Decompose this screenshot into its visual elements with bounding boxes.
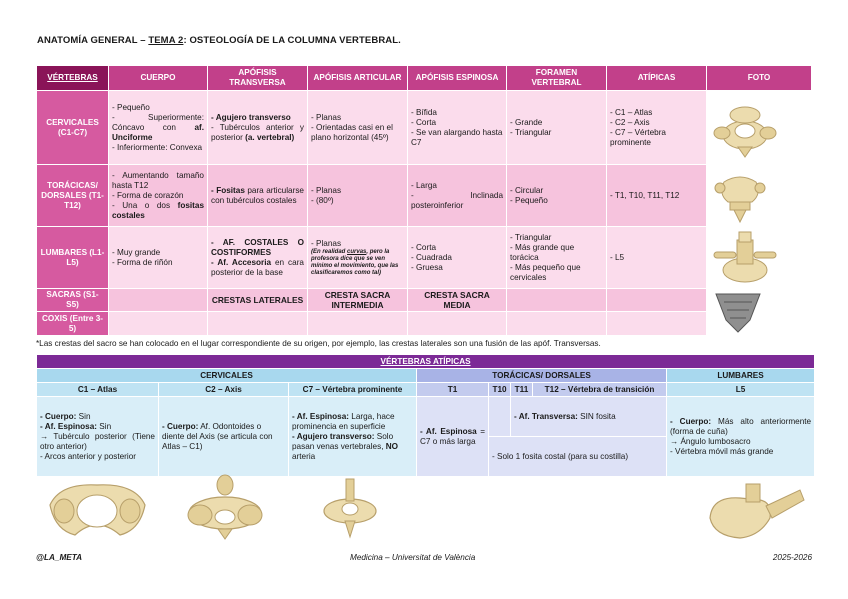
thoracic-vertebra-photo <box>707 165 812 227</box>
sub-c1: C1 – Atlas <box>37 383 159 397</box>
toracicas-foramen: - Circular - Pequeño <box>507 165 607 227</box>
axis-illustration <box>180 473 270 541</box>
group-lumbares: LUMBARES <box>667 369 815 383</box>
cervicales-atipicas: - C1 – Atlas - C2 – Axis - C7 – Vértebra prominente <box>607 91 707 165</box>
row-coxis <box>37 312 812 336</box>
sacrum-photo <box>707 289 812 336</box>
toracicas-cuerpo: - Aumentando tamaño hasta T12 - Forma de corazón - Una o dos fositas costales <box>109 165 208 227</box>
sacrum-image <box>710 290 766 334</box>
header-apofisis-espinosa: APÓFISIS ESPINOSA <box>408 66 507 91</box>
cervicales-cuerpo: - Pequeño - Superiormente: Cóncavo con af. Unciforme - Inferiormente: Convexa <box>109 91 208 165</box>
header-foto: FOTO <box>707 66 812 91</box>
sacras-cresta-media: CRESTA SACRA MEDIA <box>408 289 507 312</box>
footer-institution: Medicina – Universitat de València <box>350 553 476 562</box>
toracicas-espinosa: - Larga - Inclinada posteroinferior <box>408 165 507 227</box>
group-cervicales: CERVICALES <box>37 369 417 383</box>
cervicales-foramen: - Grande - Triangular <box>507 91 607 165</box>
row-lumbares <box>37 227 812 289</box>
cervicales-transversa: - Agujero transverso - Tubérculos anterior y posterior (a. vertebral) <box>208 91 308 165</box>
header-vertebras: VÉRTEBRAS <box>37 66 109 91</box>
footer-author: @LA_META <box>36 553 83 562</box>
l5-description: - Cuerpo: Más alto anteriormente (forma de cuña) → Ángulo lumbosacro - Vértebra móvil más grande <box>667 397 815 477</box>
sub-t1: T1 <box>417 383 489 397</box>
footer-year: 2025-2026 <box>772 553 812 562</box>
sub-t11: T11 <box>511 383 533 397</box>
lumbares-cuerpo: - Muy grande - Forma de riñón <box>109 227 208 289</box>
thoracic-vertebra-image <box>710 168 770 224</box>
rowhead-coxis: COXIS (Entre 3-5) <box>37 312 109 336</box>
cervical-vertebra-image <box>710 95 780 161</box>
sub-c2: C2 – Axis <box>159 383 289 397</box>
vertebrae-main-table <box>36 65 812 336</box>
l5-illustration <box>700 478 810 542</box>
rowhead-toracicas: TORÁCICAS/ DORSALES (T1-T12) <box>37 165 109 227</box>
header-foramen-vertebral: FORAMEN VERTEBRAL <box>507 66 607 91</box>
row-cervicales <box>37 91 812 165</box>
t10-t12-description: - Solo 1 fosita costal (para su costilla) <box>489 437 667 477</box>
lumbares-atipicas: - L5 <box>607 227 707 289</box>
lumbar-vertebra-image <box>710 230 780 286</box>
t11-t12-description: - Af. Transversa: SIN fosita <box>511 397 667 437</box>
cervicales-articular: - Planas - Orientadas casi en el plano horizontal (45º) <box>308 91 408 165</box>
lumbares-articular: - Planas (En realidad curvas, pero la profesora dice que se ven mínimo el movimiento, que las clasificaremos como tal) <box>308 227 408 289</box>
group-toracicas: TORÁCICAS/ DORSALES <box>417 369 667 383</box>
c2-description: - Cuerpo: Af. Odontoides o diente del Axis (se articula con Atlas – C1) <box>159 397 289 477</box>
c7-description: - Af. Espinosa: Larga, hace prominencia en superficie - Agujero transverso: Solo pasan venas vertebrales, NO arteria <box>289 397 417 477</box>
toracicas-atipicas: - T1, T10, T11, T12 <box>607 165 707 227</box>
axis-image <box>180 473 270 541</box>
lumbares-espinosa: - Corta - Cuadrada - Gruesa <box>408 227 507 289</box>
atlas-illustration <box>40 475 155 547</box>
sub-t10: T10 <box>489 383 511 397</box>
rowhead-lumbares: LUMBARES (L1-L5) <box>37 227 109 289</box>
sub-t12: T12 – Vértebra de transición <box>533 383 667 397</box>
atypical-banner: VÉRTEBRAS ATÍPICAS <box>37 355 815 369</box>
sacras-crestas-laterales: CRESTAS LATERALES <box>208 289 308 312</box>
rowhead-cervicales: CERVICALES (C1-C7) <box>37 91 109 165</box>
c7-illustration <box>315 475 385 541</box>
lumbar-vertebra-photo <box>707 227 812 289</box>
cervicales-espinosa: - Bífida - Corta - Se van alargando hasta C7 <box>408 91 507 165</box>
l5-image <box>700 478 810 542</box>
sacras-cresta-intermedia: CRESTA SACRA INTERMEDIA <box>308 289 408 312</box>
toracicas-transversa: - Fositas para articularse con tubérculos costales <box>208 165 308 227</box>
row-toracicas <box>37 165 812 227</box>
sub-c7: C7 – Vértebra prominente <box>289 383 417 397</box>
c1-description: - Cuerpo: Sin - Af. Espinosa: Sin → Tubérculo posterior (Tiene otro anterior) - Arcos anterior y posterior <box>37 397 159 477</box>
t1-description: - Af. Espinosa = C7 o más larga <box>417 397 489 477</box>
header-cuerpo: CUERPO <box>109 66 208 91</box>
footnote: *Las crestas del sacro se han colocado en el lugar correspondiente de su origen, por ejemplo, las crestas laterales son una fusión de las apóf. Transversas. <box>36 339 601 348</box>
lumbares-foramen: - Triangular - Más grande que torácica - Más pequeño que cervicales <box>507 227 607 289</box>
sub-l5: L5 <box>667 383 815 397</box>
atypical-vertebrae-table <box>36 354 815 477</box>
c7-image <box>315 475 385 541</box>
page-title: ANATOMÍA GENERAL – TEMA 2: OSTEOLOGÍA DE LA COLUMNA VERTEBRAL. <box>37 35 401 46</box>
lumbares-transversa: - AF. COSTALES O COSTIFORMES - Af. Accesoria en cara posterior de la base <box>208 227 308 289</box>
atlas-image <box>40 475 155 547</box>
header-atipicas: ATÍPICAS <box>607 66 707 91</box>
rowhead-sacras: SACRAS (S1-S5) <box>37 289 109 312</box>
row-sacras <box>37 289 812 312</box>
header-apofisis-transversa: APÓFISIS TRANSVERSA <box>208 66 308 91</box>
toracicas-articular: - Planas - (80º) <box>308 165 408 227</box>
header-apofisis-articular: APÓFISIS ARTICULAR <box>308 66 408 91</box>
cervical-vertebra-photo <box>707 91 812 165</box>
